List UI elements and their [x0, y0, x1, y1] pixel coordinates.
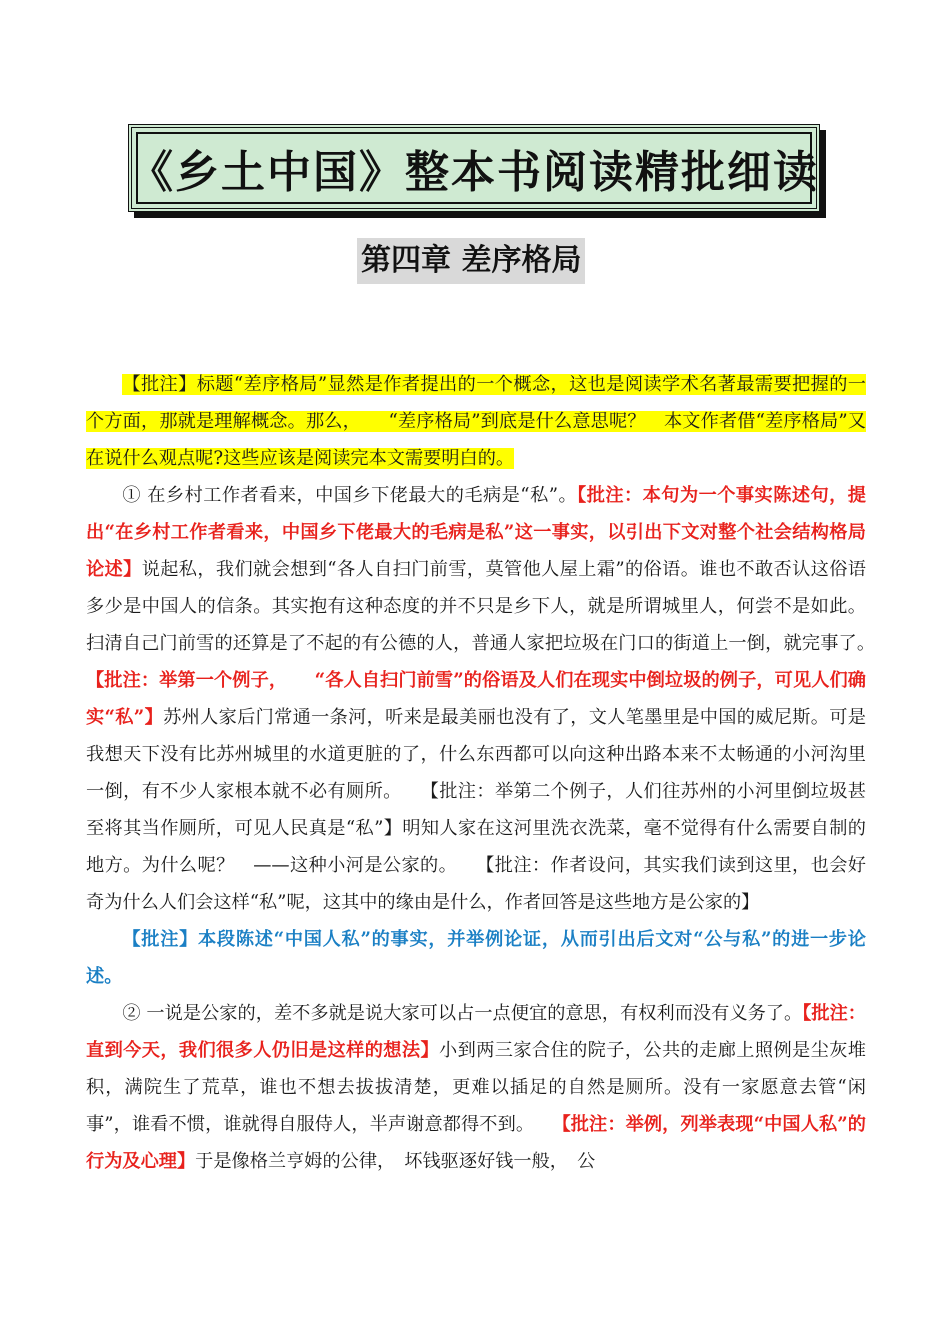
p1-annotation-2: 【批注：举第一个例子， “各人自扫门前雪”的俗语及人们在现实中倒垃圾的例子，可见人们确实“私”】 [86, 670, 866, 728]
summary-annotation: 【批注】本段陈述“中国人私”的事实，并举例论证，从而引出后文对“公与私”的进一步论述。 [86, 929, 866, 987]
paragraph-1 [86, 477, 903, 921]
intro-annotation [86, 366, 866, 477]
p2-sentence-1: ② 一说是公家的，差不多就是说大家可以占一点便宜的意思，有权利而没有义务了。 [122, 1003, 803, 1024]
document-body [86, 366, 903, 1180]
intro-annotation-text: 【批注】标题“差序格局”显然是作者提出的一个概念，这也是阅读学术名著最需要把握的一个方面，那就是理解概念。那么， “差序格局”到底是什么意思呢？ 本文作者借“差序格局”又在说什么观点呢?这些应该是阅读完本文需要明白的。 [86, 374, 866, 469]
p1-sentence-1: ① 在乡村工作者看来，中国乡下佬最大的毛病是“私”。 [122, 485, 578, 506]
paragraph-2 [86, 995, 866, 1180]
p2-annotation-1: 【批注：直到今天，我们很多人仍旧是这样的想法】 [86, 1003, 866, 1061]
p1-sentence-2: 说起私，我们就会想到“各人自扫门前雪，莫管他人屋上霜”的俗语。谁也不敢否认这俗语多少是中国人的信条。其实抱有这种态度的并不只是乡下人，就是所谓城里人，何尝不是如此。扫清自己门前雪的还算是了不起的有公德的人，普通人家把垃圾在门口的街道上一倒，就完事了。 [86, 559, 903, 654]
p2-annotation-2: 【批注：举例，列举表现“中国人私”的行为及心理】 [86, 1114, 866, 1172]
chapter-title: 第四章 差序格局 [357, 238, 585, 284]
p1-annotation-1: 【批注：本句为一个事实陈述句，提出“在乡村工作者看来，中国乡下佬最大的毛病是私”这一事实，以引出下文对整个社会结构格局论述】 [86, 485, 866, 580]
p1-sentence-3: 苏州人家后门常通一条河，听来是最美丽也没有了，文人笔墨里是中国的威尼斯。可是我想天下没有比苏州城里的水道更脏的了，什么东西都可以向这种出路本来不太畅通的小河沟里一倒，有不少人家根本就不必有厕所。 【批注：举第二个例子，人们往苏州的小河里倒垃圾甚至将其当作厕所，可见人民真是“私”】明知人家在这河里洗衣洗菜，毫不觉得有什么需要自制的地方。为什么呢？ ——这种小河是公家的。 【批注：作者设问，其实我们读到这里，也会好奇为什么人们会这样“私”呢，这其中的缘由是什么，作者回答是这些地方是公家的】 [86, 707, 866, 913]
page-title: 《乡土中国》整本书阅读精批细读 [129, 147, 819, 198]
p2-sentence-3: 于是像格兰亨姆的公律， 坏钱驱逐好钱一般， 公 [195, 1151, 596, 1172]
p2-sentence-2: 小到两三家合住的院子，公共的走廊上照例是尘灰堆积，满院生了荒草，谁也不想去拔拔清楚，更难以插足的自然是厕所。没有一家愿意去管“闲事”，谁看不惯，谁就得自服侍人，半声谢意都得不到。 [86, 1040, 866, 1135]
title-banner [128, 124, 820, 212]
